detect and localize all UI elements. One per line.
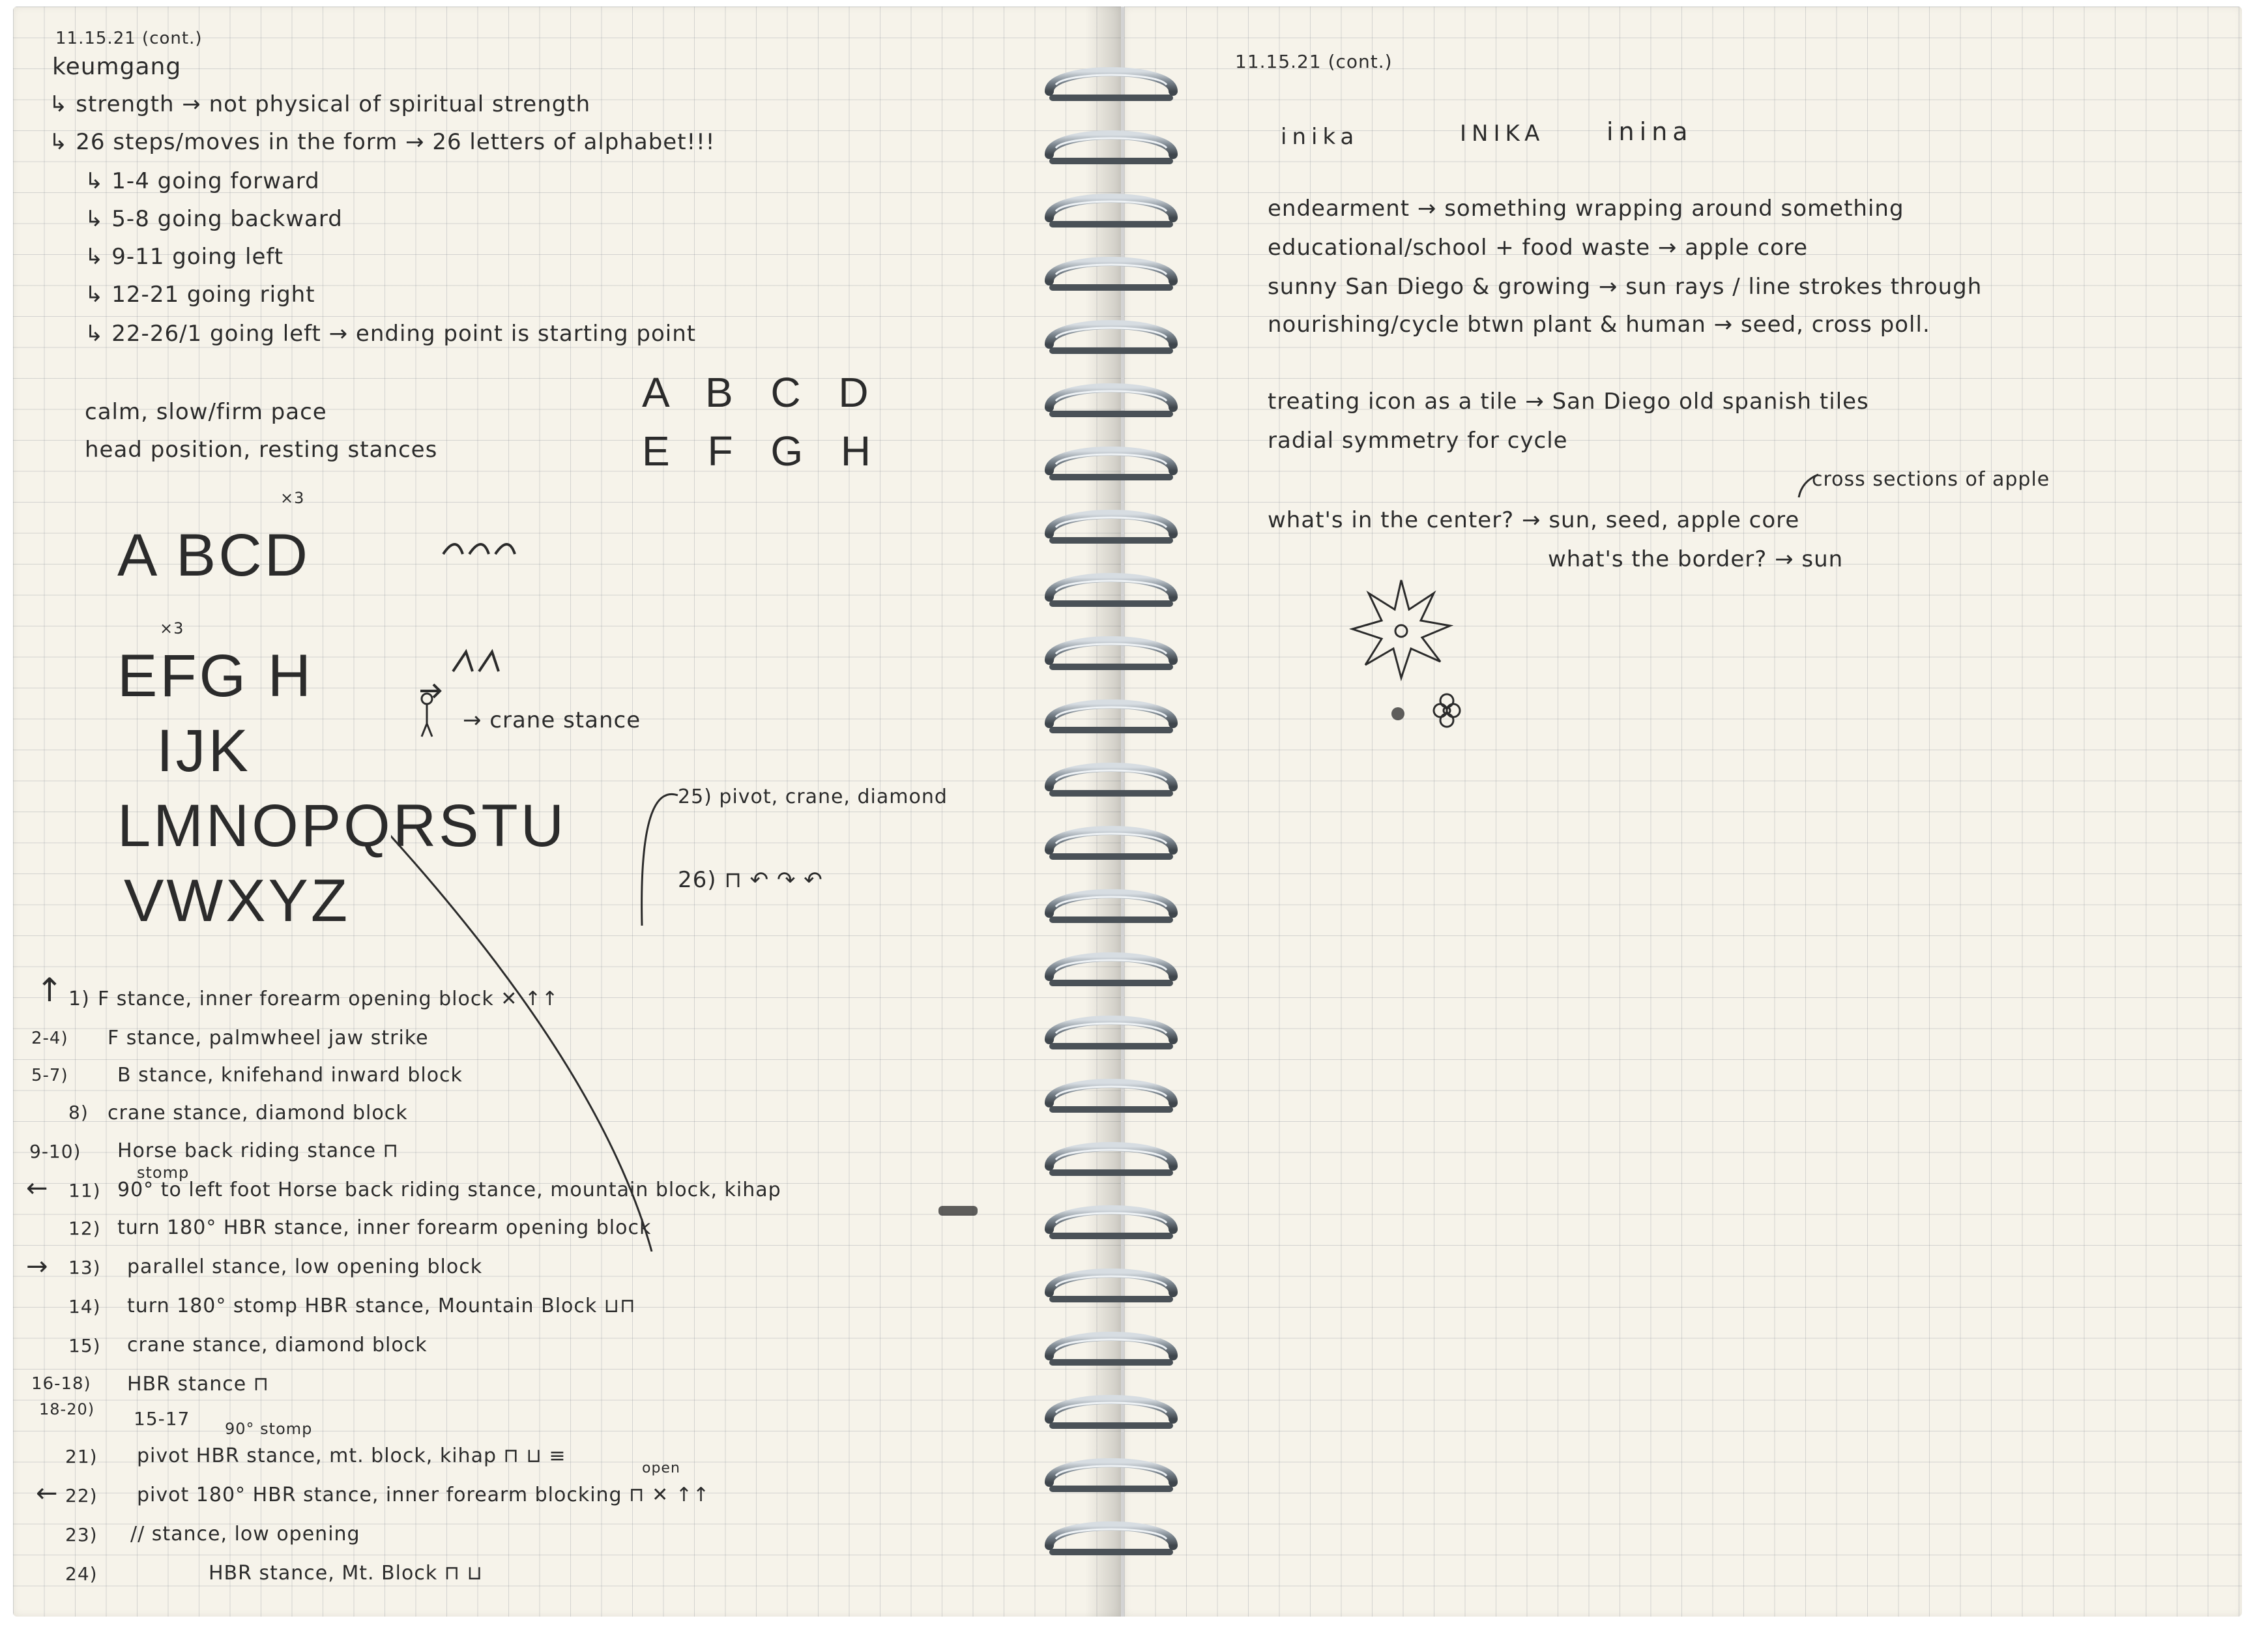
- move-text: crane stance, diamond block: [108, 1102, 408, 1124]
- move-text: parallel stance, low opening block: [127, 1255, 483, 1278]
- alphabet-row: VWXYZ: [124, 868, 351, 934]
- annotation: stomp: [137, 1164, 190, 1182]
- page-title: keumgang: [52, 53, 182, 80]
- crane-stance-note: → crane stance: [463, 707, 641, 733]
- sun-and-flower-doodle: [1336, 574, 1479, 743]
- intro-line: ↳ 5-8 going backward: [85, 206, 343, 232]
- move-number: 12): [68, 1218, 101, 1239]
- move-text: crane stance, diamond block: [127, 1334, 428, 1356]
- logo-option: inika: [1281, 124, 1359, 150]
- spiral-coil: [1049, 830, 1173, 857]
- move-number: 16-18): [31, 1374, 91, 1394]
- spiral-coil: [1049, 135, 1173, 161]
- annotation: open: [642, 1460, 680, 1476]
- spiral-coil: [1049, 641, 1173, 667]
- spiral-coil: [1049, 578, 1173, 604]
- concept-line: treating icon as a tile → San Diego old spanish tiles: [1268, 388, 1869, 415]
- alphabet-row: EFG H: [117, 643, 314, 709]
- spiral-coil: [1049, 198, 1173, 224]
- move-number: 11): [68, 1180, 101, 1201]
- move-text: turn 180° HBR stance, inner forearm opening block: [117, 1216, 652, 1239]
- move-text: 90° to left foot Horse back riding stance, mountain block, kihap: [117, 1179, 781, 1201]
- repeat-mark: ×3: [280, 489, 305, 507]
- move-text: pivot 180° HBR stance, inner forearm blocking ⊓ ✕ ↑↑: [137, 1484, 710, 1506]
- spiral-coil: [1049, 1273, 1173, 1299]
- concept-line: sunny San Diego & growing → sun rays / line strokes through: [1268, 274, 1983, 300]
- move-number: 23): [65, 1524, 98, 1546]
- concept-line: endearment → something wrapping around something: [1268, 196, 1904, 222]
- direction-arrow: ←: [26, 1173, 49, 1203]
- intro-line: ↳ strength → not physical of spiritual strength: [49, 91, 591, 117]
- logo-option: INIKA: [1460, 121, 1545, 147]
- letters-sample-row: E F G H: [642, 428, 884, 475]
- move-number: 21): [65, 1446, 98, 1467]
- move-number: 22): [65, 1485, 98, 1506]
- concept-line: what's in the center? → sun, seed, apple core: [1268, 507, 1800, 533]
- spiral-coil: [1049, 388, 1173, 414]
- intro-line: ↳ 26 steps/moves in the form → 26 letters of alphabet!!!: [49, 129, 716, 155]
- move-text: HBR stance, Mt. Block ⊓ ⊔: [209, 1562, 484, 1585]
- spiral-coil: [1049, 1147, 1173, 1173]
- concept-line: educational/school + food waste → apple core: [1268, 235, 1809, 261]
- spiral-coil: [1049, 894, 1173, 920]
- move-number: 5-7): [31, 1066, 68, 1085]
- move-number: 15): [68, 1335, 101, 1356]
- direction-arrow: ↑: [36, 971, 64, 1009]
- move-text: Horse back riding stance ⊓: [117, 1139, 400, 1162]
- intro-line: ↳ 1-4 going forward: [85, 168, 320, 194]
- spiral-coil: [1049, 1526, 1173, 1552]
- spiral-coil: [1049, 1083, 1173, 1109]
- move-number: 1): [68, 988, 90, 1010]
- repeat-mark: ×3: [160, 619, 184, 638]
- logo-option: inina: [1606, 117, 1693, 146]
- concept-line: what's the border? → sun: [1548, 546, 1844, 572]
- move-text: B stance, knifehand inward block: [117, 1064, 463, 1087]
- move-number: 2-4): [31, 1029, 68, 1048]
- move-text: F stance, inner forearm opening block ✕ ↑↑: [98, 988, 559, 1010]
- spiral-coil: [1049, 957, 1173, 983]
- alphabet-row: LMNOPQRSTU: [117, 793, 567, 859]
- spiral-coil: [1049, 1400, 1173, 1426]
- pointer-line: [1796, 468, 1822, 501]
- move-number: 13): [68, 1257, 101, 1278]
- intro-line: ↳ 12-21 going right: [85, 282, 315, 308]
- spiral-coil: [1049, 1020, 1173, 1046]
- direction-arrow: →: [26, 1252, 49, 1282]
- alphabet-row: IJK: [156, 718, 251, 784]
- spiral-coil: [1049, 1463, 1173, 1489]
- move-number: 9-10): [29, 1141, 81, 1162]
- side-note: 25) pivot, crane, diamond: [678, 785, 948, 808]
- move-number: 8): [68, 1102, 89, 1123]
- right-date: 11.15.21 (cont.): [1235, 51, 1393, 72]
- move-text: pivot HBR stance, mt. block, kihap ⊓ ⊔ ≡: [137, 1444, 566, 1467]
- spiral-coil: [1049, 261, 1173, 287]
- spiral-coil: [1049, 704, 1173, 730]
- spiral-coil: [1049, 1210, 1173, 1236]
- letters-sample-row: A B C D: [642, 369, 882, 416]
- move-number: 14): [68, 1296, 101, 1317]
- concept-line: nourishing/cycle btwn plant & human → seed, cross poll.: [1268, 312, 1930, 338]
- left-date: 11.15.21 (cont.): [55, 29, 203, 48]
- move-text: F stance, palmwheel jaw strike: [108, 1027, 429, 1049]
- note-line: calm, slow/firm pace: [85, 399, 327, 425]
- doodle-layer: [391, 495, 1043, 1252]
- side-note: 26) ⊓ ↶ ↷ ↶: [678, 867, 823, 893]
- move-number: 18-20): [39, 1400, 95, 1418]
- move-text: HBR stance ⊓: [127, 1373, 270, 1396]
- move-text: 15-17: [134, 1408, 190, 1429]
- spiral-coil: [1049, 72, 1173, 98]
- move-text: turn 180° stomp HBR stance, Mountain Block ⊔⊓: [127, 1295, 636, 1317]
- intro-line: ↳ 22-26/1 going left → ending point is starting point: [85, 321, 697, 347]
- concept-line: radial symmetry for cycle: [1268, 428, 1568, 454]
- move-text: // stance, low opening: [130, 1523, 360, 1546]
- spiral-coil: [1049, 767, 1173, 793]
- direction-arrow: ←: [36, 1478, 59, 1508]
- concept-line: cross sections of apple: [1812, 468, 2050, 491]
- move-number: 24): [65, 1563, 98, 1585]
- alphabet-row: A BCD: [117, 522, 311, 589]
- spiral-coil: [1049, 1336, 1173, 1362]
- spiral-coil: [1049, 514, 1173, 540]
- spiral-binding: [1040, 59, 1189, 1590]
- annotation: 90° stomp: [225, 1420, 313, 1438]
- note-line: head position, resting stances: [85, 437, 438, 463]
- spiral-coil: [1049, 451, 1173, 477]
- spiral-coil: [1049, 325, 1173, 351]
- intro-line: ↳ 9-11 going left: [85, 244, 284, 270]
